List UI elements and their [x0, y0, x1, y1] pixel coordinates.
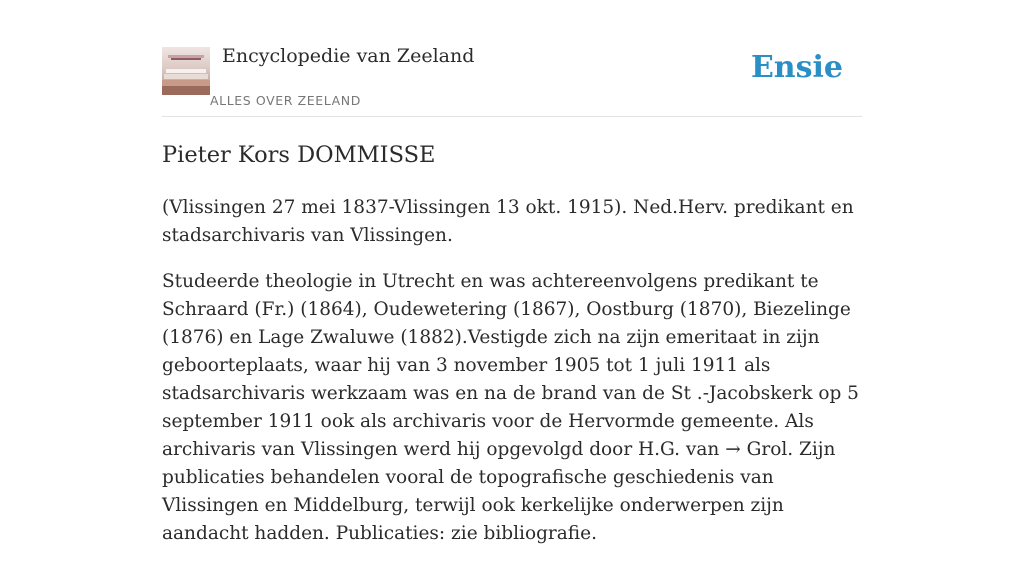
- article-title: Pieter Kors DOMMISSE: [162, 142, 436, 168]
- site-header: [162, 0, 862, 117]
- book-stack-image: [162, 47, 210, 95]
- source-avatar[interactable]: [162, 47, 210, 95]
- brand-logo[interactable]: Ensie: [750, 50, 843, 85]
- source-subtitle: ALLES OVER ZEELAND: [210, 93, 361, 108]
- source-title[interactable]: Encyclopedie van Zeeland: [222, 45, 475, 67]
- article-paragraph: Studeerde theologie in Utrecht en was achtereenvolgens predikant te Schraard (Fr.) (1864), Oudewetering (1867), Oostburg (1870), Biezelinge (1876) en Lage Zwaluwe (1882).Vestigde zich na zijn emeritaat in zijn geboorteplaats, waar hij van 3 november 1905 tot 1 juli 1911 als stadsarchivaris werkzaam was en na de brand van de St .-Jacobskerk op 5 september 1911 ook als archivaris voor de Hervormde gemeente. Als archivaris van Vlissingen werd hij opgevolgd door H.G. van → Grol. Zijn publicaties behandelen vooral de topografische geschiedenis van Vlissingen en Middelburg, terwijl ook kerkelijke onderwerpen zijn aandacht hadden. Publicaties: zie bibliografie.: [162, 271, 859, 544]
- article-paragraph: (Vlissingen 27 mei 1837-Vlissingen 13 okt. 1915). Ned.Herv. predikant en stadsarchivaris van Vlissingen.: [162, 197, 854, 246]
- article: [162, 138, 862, 566]
